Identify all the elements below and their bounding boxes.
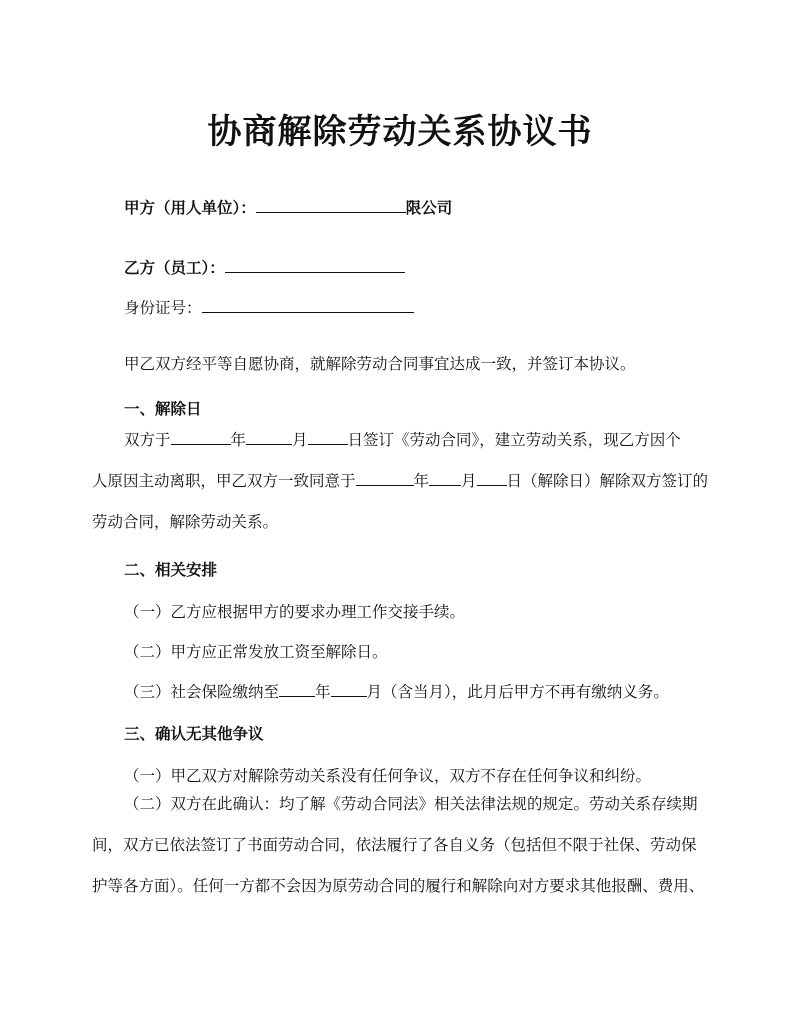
- section2-heading: 二、相关安排: [124, 561, 218, 579]
- section1-heading: 一、解除日: [124, 400, 202, 418]
- release-year-blank: [356, 470, 414, 486]
- party-a-line: [124, 196, 452, 218]
- insurance-year-blank: [279, 681, 315, 697]
- section1-line2: 人原因主动离职，甲乙双方一致同意于 年 月 日（解除日）解除双方签订的: [92, 472, 709, 490]
- section2-item1: （一）乙方应根据甲方的要求办理工作交接手续。: [124, 603, 466, 621]
- section3-item2: [92, 784, 712, 907]
- sign-month-blank: [246, 429, 292, 445]
- party-b-blank: [225, 257, 405, 273]
- section1-line3: 劳动合同，解除劳动关系。: [92, 513, 279, 531]
- sign-day-blank: [308, 429, 348, 445]
- section1-line1: 双方于 年 月 日签订《劳动合同》，建立劳动关系，现乙方因个: [124, 431, 681, 449]
- id-number-label: 身份证号：: [124, 299, 202, 317]
- id-number-line: [124, 296, 414, 318]
- section3-item2-line2: 间，双方已依法签订了书面劳动合同，依法履行了各自义务（包括但不限于社保、劳动保: [92, 836, 697, 854]
- section1-paragraph: [92, 420, 712, 543]
- party-a-blank: [256, 197, 406, 213]
- id-number-blank: [202, 297, 414, 313]
- section3-item1: （一）甲乙双方对解除劳动关系没有任何争议，双方不存在任何争议和纠纷。: [124, 767, 652, 785]
- release-day-blank: [477, 470, 507, 486]
- document-title: 协商解除劳动关系协议书: [207, 112, 593, 152]
- section3-item2-line1: （二）双方在此确认：均了解《劳动合同法》相关法律法规的规定。劳动关系存续期: [124, 795, 698, 813]
- section3-heading: 三、确认无其他争议: [124, 725, 264, 743]
- release-month-blank: [429, 470, 461, 486]
- party-b-label: 乙方（员工）：: [124, 259, 225, 277]
- insurance-month-blank: [331, 681, 367, 697]
- party-b-line: [124, 256, 405, 278]
- section2-item3: （三）社会保险缴纳至 年 月（含当月），此月后甲方不再有缴纳义务。: [124, 683, 669, 701]
- party-a-label: 甲方（用人单位）：: [124, 199, 256, 217]
- party-a-suffix: 限公司: [405, 199, 453, 217]
- sign-year-blank: [171, 429, 231, 445]
- section3-item2-line3: 护等各方面）。任何一方都不会因为原劳动合同的履行和解除向对方要求其他报酬、费用、: [92, 877, 705, 895]
- intro-text: 甲乙双方经平等自愿协商，就解除劳动合同事宜达成一致，并签订本协议。: [124, 355, 636, 373]
- section2-item2: （二）甲方应正常发放工资至解除日。: [124, 643, 388, 661]
